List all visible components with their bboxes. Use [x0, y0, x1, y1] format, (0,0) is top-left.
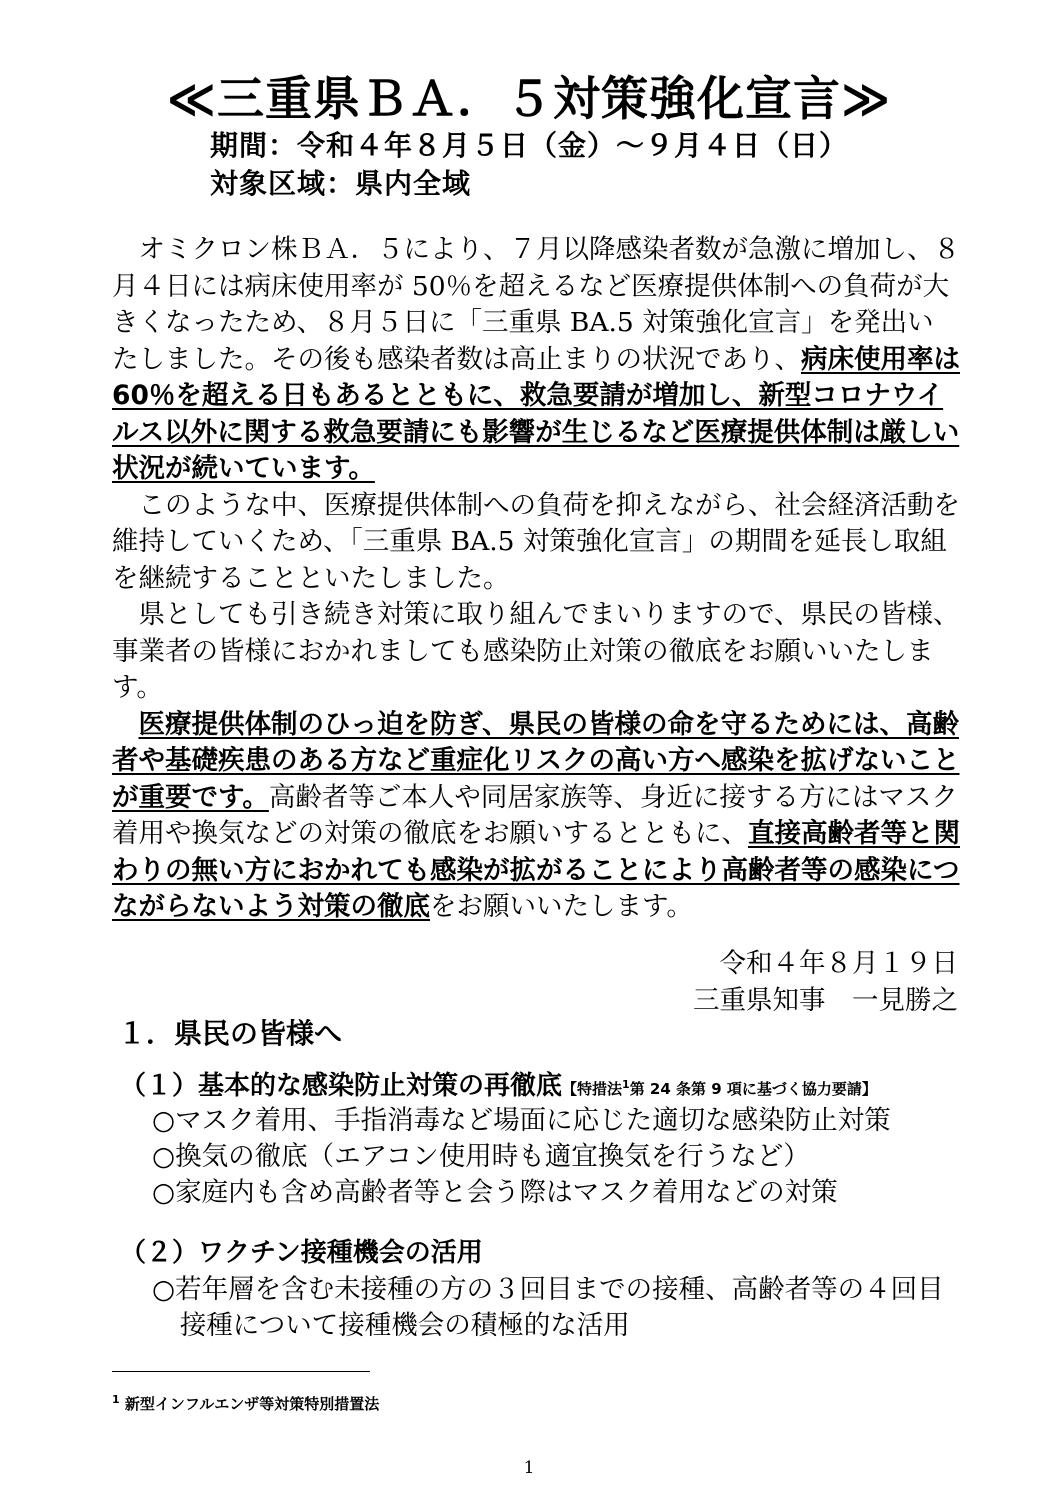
- prevention-heading-text: （１）基本的な感染防止対策の再徹底: [120, 1071, 563, 1101]
- intro-paragraph-1: [112, 232, 960, 488]
- legal-basis-note: [562, 1080, 877, 1098]
- footnote-divider: [112, 1371, 370, 1372]
- subsection-heading-prevention: [120, 1068, 877, 1106]
- declaration-period: 期間：令和４年８月５日（金）～９月４日（日）: [210, 129, 849, 162]
- legal-basis-note-a: 【特措法: [562, 1080, 623, 1098]
- target-area: 対象区域：県内全域: [210, 167, 472, 200]
- footnote: [112, 1390, 379, 1414]
- intro-p4-text-2: をお願いいたします。: [430, 891, 693, 922]
- list-item: ○換気の徹底（エアコン使用時も適宜換気を行うなど）: [152, 1141, 810, 1172]
- footnote-text: 新型インフルエンザ等対策特別措置法: [124, 1395, 380, 1413]
- footnote-reference: 1: [622, 1078, 630, 1091]
- subsection-heading-vaccination: （２）ワクチン接種機会の活用: [120, 1238, 483, 1268]
- page-number: 1: [523, 1458, 535, 1478]
- intro-body: [112, 232, 960, 926]
- intro-p1-emphasis: 病床使用率は 60％を超える日もあるとともに、救急要請が増加し、新型コロナウイルス以外に関する救急要請にも影響が生じるなど医療提供体制は厳しい状況が続いています。: [112, 343, 960, 484]
- page-title: ≪三重県ＢＡ．５対策強化宣言≫: [166, 72, 892, 127]
- list-item: ○家庭内も含め高齢者等と会う際はマスク着用などの対策: [152, 1177, 838, 1208]
- list-item: ○マスク着用、手指消毒など場面に応じた適切な感染防止対策: [152, 1105, 891, 1136]
- list-item: ○若年層を含む未接種の方の３回目までの接種、高齢者等の４回目接種について接種機会の積極的な活用: [152, 1274, 944, 1341]
- intro-p1-text: オミクロン株ＢＡ．５により、７月以降感染者数が急激に増加し、８月４日には病床使用率が 50％を超えるなど医療提供体制への負荷が大きくなったため、８月５日に「三重県 BA.5 対策強化宣言」を発出いたしました。その後も感染者数は高止まりの状況であり、: [112, 234, 960, 375]
- intro-p4-emphasis-2: 直接高齢者等と関わりの無い方におかれても感染が拡がることにより高齢者等の感染につながらないよう対策の徹底: [112, 818, 960, 922]
- footnote-mark: 1: [112, 1393, 120, 1406]
- prevention-measures-list: [152, 1103, 962, 1211]
- signature-date: 令和４年８月１９日: [719, 948, 958, 979]
- intro-p4-emphasis-1: 医療提供体制のひっ迫を防ぎ、県民の皆様の命を守るためには、高齢者や基礎疾患のある方など重症化リスクの高い方へ感染を拡げないことが重要です。: [112, 708, 960, 813]
- intro-paragraph-3: 県としても引き続き対策に取り組んでまいりますので、県民の皆様、事業者の皆様におかれましても感染防止対策の徹底をお願いいたします。: [112, 599, 960, 703]
- legal-basis-note-b: 第 24 条第 9 項に基づく協力要請】: [629, 1080, 877, 1098]
- vaccination-list: [152, 1272, 962, 1344]
- intro-p4-text-1: 高齢者等ご本人や同居家族等、身近に接する方にはマスク着用や換気などの対策の徹底をお願いするとともに、: [112, 781, 958, 849]
- intro-paragraph-2: このような中、医療提供体制への負荷を抑えながら、社会経済活動を維持していくため、「三重県 BA.5 対策強化宣言」の期間を延長し取組を継続することといたしました。: [112, 489, 960, 594]
- intro-paragraph-4: [112, 707, 960, 926]
- signature-author: 三重県知事 一見勝之: [693, 985, 958, 1016]
- section-heading-residents: １．県民の皆様へ: [118, 1017, 343, 1050]
